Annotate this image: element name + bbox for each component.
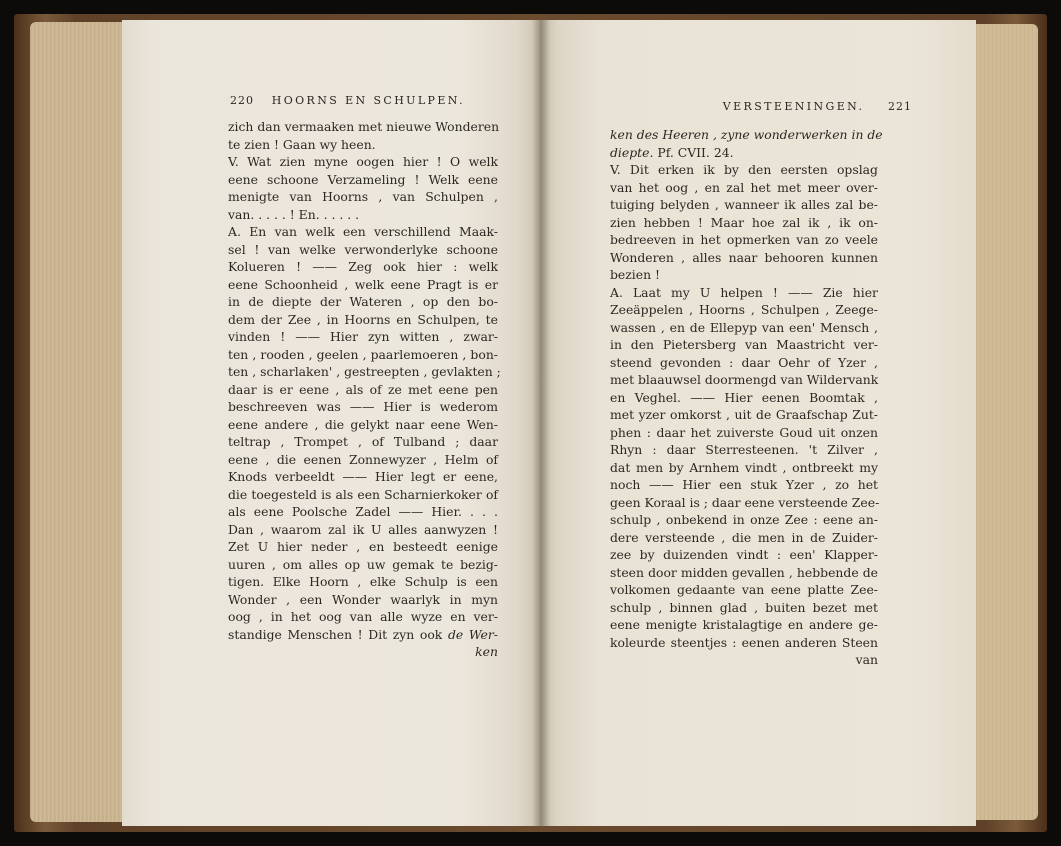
text-line	[610, 476, 878, 494]
text-line-roman: Pf. CVII. 24.	[653, 144, 734, 160]
text-line	[610, 354, 878, 372]
text-line	[228, 433, 498, 451]
text-line-content: phen : daar het zuiverste Goud uit onzen	[610, 424, 878, 440]
left-page-body	[228, 118, 501, 661]
text-line	[228, 398, 498, 416]
text-line-content: A. En van welk een verschillend Maak-	[228, 224, 498, 239]
text-line-content: eene menigte kristalagtige en andere ge-	[610, 617, 878, 632]
text-line	[610, 424, 878, 442]
text-line	[228, 136, 498, 154]
text-line-content: teltrap , Trompet , of Tulband ; daar	[228, 434, 498, 449]
text-line-content: ken des Heeren , zyne wonderwerken in de	[610, 127, 883, 142]
text-line	[228, 241, 498, 259]
text-line-content: Wonder , een Wonder waarlyk in myn	[228, 591, 498, 607]
text-line-content: V. Dit erken ik by den eersten opslag	[610, 162, 878, 177]
text-line-content: volkomen gedaante van eene platte Zee-	[610, 582, 878, 597]
text-line-content: tigen. Elke Hoorn , elke Schulp is een	[228, 574, 498, 589]
text-line	[228, 451, 498, 469]
text-line-content: oog , in het oog van alle wyze en ver-	[228, 609, 498, 624]
text-line-content: eene schoone Verzameling ! Welk eene	[228, 171, 498, 187]
text-line-content: van	[855, 652, 878, 667]
text-line	[228, 573, 498, 591]
text-line	[228, 293, 498, 311]
text-line	[610, 161, 878, 179]
text-line	[228, 608, 498, 626]
text-line-content: die toegesteld is als een Scharnierkoker of	[228, 486, 498, 502]
text-line-content: Knods verbeeldt —— Hier legt er eene,	[228, 469, 498, 484]
text-line	[610, 441, 878, 459]
text-line	[610, 564, 878, 582]
text-line-content: zien hebben ! Maar hoe zal ik , ik on-	[610, 214, 878, 230]
text-line-content: dere versteende , die men in de Zuider-	[610, 529, 878, 545]
text-line-content: steend gevonden : daar Oehr of Yzer ,	[610, 354, 878, 370]
text-line-content: koleurde steentjes : eenen anderen Steen	[610, 634, 878, 650]
text-line	[228, 188, 498, 206]
text-line-content: Kolueren ! —— Zeg ook hier : welk	[228, 259, 498, 274]
text-line	[228, 468, 498, 486]
text-line	[610, 494, 878, 512]
right-page-number: 221	[888, 100, 912, 113]
text-line-content: van het oog , en zal het met meer over-	[610, 179, 878, 195]
text-line-content: Zeeäppelen , Hoorns , Schulpen , Zeege-	[610, 302, 878, 317]
text-line	[610, 196, 878, 214]
text-line	[228, 503, 498, 521]
text-line-content: bedreeven in het opmerken van zo veele	[610, 232, 878, 247]
text-line	[610, 231, 878, 249]
text-line-content: bezien !	[610, 267, 660, 282]
text-line-content: diepte.	[610, 144, 654, 160]
text-line	[610, 634, 878, 652]
text-line	[228, 311, 498, 329]
text-line	[610, 599, 878, 617]
text-line-content: steen door midden gevallen , hebbende de	[610, 564, 878, 580]
book-gutter	[532, 20, 550, 826]
text-line-content: schulp , binnen glad , buiten bezet met	[610, 599, 878, 615]
right-page	[540, 20, 976, 826]
text-line	[610, 511, 878, 529]
text-line-content: vinden ! —— Hier zyn witten , zwar-	[228, 329, 498, 344]
text-line	[228, 538, 498, 556]
text-line-content: eene andere , die gelykt naar eene Wen-	[228, 416, 498, 432]
text-line	[610, 319, 878, 337]
text-line	[610, 616, 878, 634]
text-line	[610, 249, 878, 267]
text-line	[228, 556, 498, 574]
text-line	[228, 171, 498, 189]
text-line-content: ken	[475, 644, 498, 659]
text-line-content: V. Wat zien myne oogen hier ! O welk	[228, 154, 498, 169]
text-line-content: schulp , onbekend in onze Zee : eene an-	[610, 512, 878, 527]
text-line-content: standige Menschen ! Dit zyn ook	[228, 626, 443, 642]
text-line	[228, 346, 498, 364]
left-running-title: HOORNS EN SCHULPEN.	[271, 94, 466, 107]
right-page-edges	[968, 24, 1038, 820]
text-line-content: zich dan vermaaken met nieuwe Wonderen	[228, 119, 500, 134]
text-line	[610, 179, 878, 197]
text-line-content: Rhyn : daar Sterresteenen. 't Zilver ,	[610, 442, 878, 457]
text-line-content: daar is er eene , als of ze met eene pen	[228, 381, 498, 397]
text-line	[610, 651, 878, 669]
text-line	[228, 153, 498, 171]
left-page-header	[230, 94, 465, 107]
text-line-content: Zet U hier neder , en besteedt eenige	[228, 539, 498, 554]
text-line-content: van. . . . . ! En. . . . . .	[228, 206, 360, 222]
text-line	[610, 144, 878, 162]
left-page	[122, 20, 542, 826]
text-line	[610, 529, 878, 547]
text-line	[228, 381, 498, 399]
text-line-content: noch —— Hier een stuk Yzer , zo het	[610, 477, 878, 492]
text-line-content: geen Koraal is ; daar eene versteende Zee-	[610, 494, 880, 510]
text-line-content: uuren , om alles op uw gemak te bezig-	[228, 556, 498, 572]
text-line-content: in de diepte der Wateren , op den bo-	[228, 294, 498, 309]
text-line	[228, 521, 498, 539]
text-line	[228, 118, 498, 136]
text-line	[610, 126, 883, 144]
text-line	[610, 389, 878, 407]
text-line-content: met yzer omkorst , uit de Graafschap Zut-	[610, 407, 878, 422]
text-line-content: dat men by Arnhem vindt , ontbreekt my	[610, 459, 878, 475]
text-line	[610, 371, 878, 389]
text-line	[610, 301, 878, 319]
text-line-content: zee by duizenden vindt : een' Klapper-	[610, 547, 878, 562]
text-line	[228, 363, 501, 381]
text-line	[228, 626, 498, 644]
text-line	[228, 416, 498, 434]
text-line	[228, 258, 498, 276]
text-line-content: sel ! van welke verwonderlyke schoone	[228, 241, 498, 257]
text-line-content: wassen , en de Ellepyp van een' Mensch ,	[610, 319, 878, 335]
text-line	[610, 214, 878, 232]
text-line-content: A. Laat my U helpen ! —— Zie hier	[610, 284, 878, 300]
text-line-content: ten , rooden , geelen , paarlemoeren , bon-	[228, 346, 498, 362]
text-line	[228, 223, 498, 241]
text-line-content: Dan , waarom zal ik U alles aanwyzen !	[228, 521, 498, 537]
text-line	[228, 276, 498, 294]
text-line	[610, 406, 878, 424]
text-line	[228, 206, 498, 224]
text-line-content: als eene Poolsche Zadel —— Hier. . . .	[228, 504, 498, 519]
text-line-content: eene Schoonheid , welk eene Pragt is er	[228, 276, 498, 292]
text-line-content: beschreeven was —— Hier is wederom	[228, 399, 498, 414]
left-page-number: 220	[230, 94, 254, 107]
text-line	[610, 581, 878, 599]
text-line	[610, 459, 878, 477]
text-line	[228, 591, 498, 609]
right-running-title: VERSTEENINGEN.	[722, 100, 865, 113]
text-line	[610, 266, 878, 284]
text-line	[610, 284, 878, 302]
text-line-content: eene , die eenen Zonnewyzer , Helm of	[228, 451, 498, 467]
text-line-content: te zien ! Gaan wy heen.	[228, 136, 376, 152]
text-line	[610, 336, 878, 354]
text-line-content: menigte van Hoorns , van Schulpen ,	[228, 189, 498, 204]
right-page-header	[723, 100, 912, 113]
right-page-body	[610, 126, 883, 669]
text-line-content: tuiging belyden , wanneer ik alles zal be-	[610, 197, 878, 212]
text-line-content: ten , scharlaken' , gestreepten , gevlakten ;	[228, 364, 501, 379]
text-line-italic: de Wer-	[447, 626, 498, 642]
text-line-content: met blaauwsel doormengd van Wildervank	[610, 372, 879, 387]
text-line-content: Wonderen , alles naar behooren kunnen	[610, 249, 878, 265]
text-line	[228, 486, 498, 504]
text-line-content: in den Pietersberg van Maastricht ver-	[610, 337, 878, 352]
text-line-content: en Veghel. —— Hier eenen Boomtak ,	[610, 389, 878, 405]
text-line	[610, 546, 878, 564]
text-line	[228, 328, 498, 346]
text-line-content: dem der Zee , in Hoorns en Schulpen, te	[228, 311, 498, 327]
text-line	[228, 643, 498, 661]
